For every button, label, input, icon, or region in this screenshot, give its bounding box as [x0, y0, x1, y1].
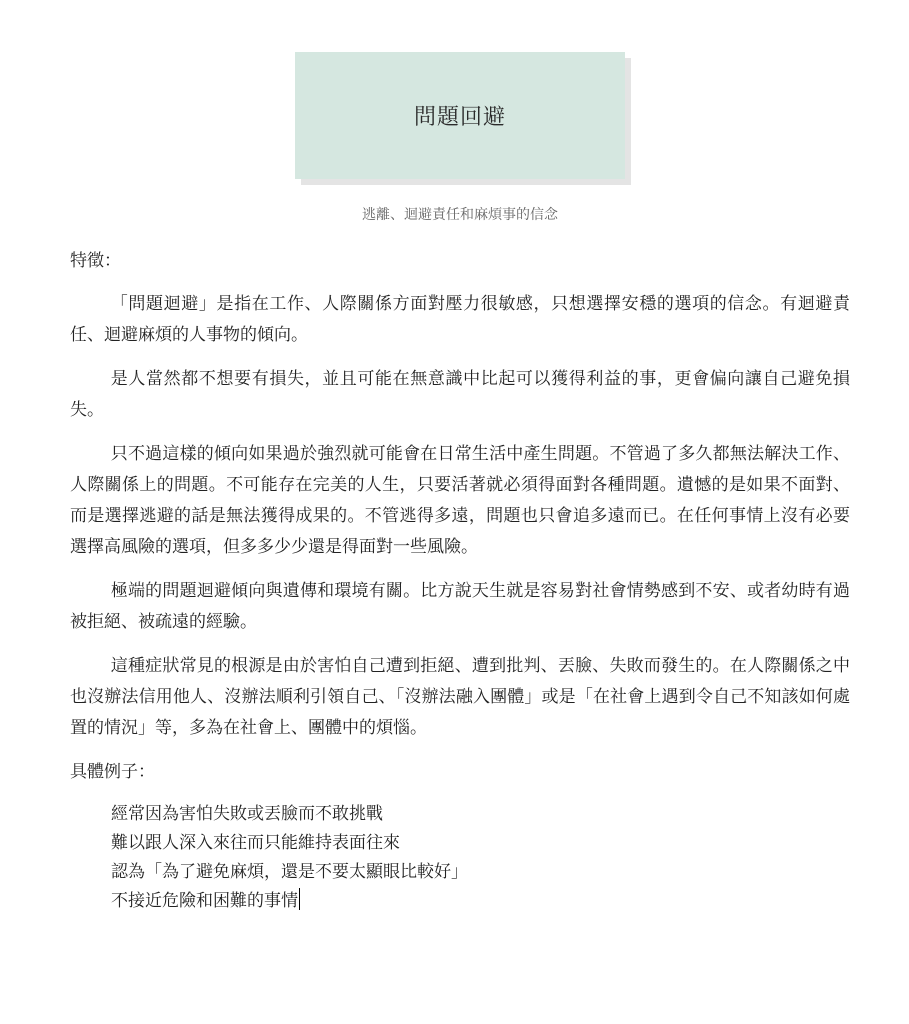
examples-list: [70, 800, 850, 916]
text-cursor: [299, 888, 300, 910]
examples-label: 具體例子：: [70, 762, 155, 782]
title-card: [295, 52, 625, 179]
page-title: 問題回避: [413, 105, 506, 130]
example-item-3: [111, 858, 850, 887]
features-label: 特徵：: [70, 251, 121, 271]
feature-paragraph-2: 是人當然都不想要有損失，並且可能在無意識中比起可以獲得利益的事，更會偏向讓自己避免損失。: [70, 369, 850, 420]
example-text: 經常因為害怕失敗或丟臉而不敢挑戰: [111, 804, 383, 824]
feature-paragraph-4: 極端的問題迴避傾向與遺傳和環境有關。比方說天生就是容易對社會情勢感到不安、或者幼時有過被拒絕、被疏遠的經驗。: [70, 581, 850, 632]
feature-paragraph-5: 這種症狀常見的根源是由於害怕自己遭到拒絕、遭到批判、丟臉、失敗而發生的。在人際關係之中也沒辦法信用他人、沒辦法順利引領自己、「沒辦法融入團體」或是「在社會上遇到令自己不知該如何處置的情況」等，多為在社會上、團體中的煩惱。: [70, 656, 850, 738]
example-text: 難以跟人深入來往而只能維持表面往來: [111, 833, 400, 853]
example-text: 認為「為了避免麻煩，還是不要太顯眼比較好」: [111, 862, 468, 882]
example-item-1: [111, 800, 850, 829]
example-item-4: [111, 887, 850, 916]
page-subtitle: 逃離、迴避責任和麻煩事的信念: [362, 207, 558, 223]
feature-paragraph-3: 只不過這樣的傾向如果過於強烈就可能會在日常生活中產生問題。不管過了多久都無法解決工作、人際關係上的問題。不可能存在完美的人生，只要活著就必須得面對各種問題。遺憾的是如果不面對、而是選擇逃避的話是無法獲得成果的。不管逃得多遠，問題也只會追多遠而已。在任何事情上沒有必要選擇高風險的選項，但多多少少還是得面對一些風險。: [70, 444, 850, 557]
example-item-2: [111, 829, 850, 858]
example-text: 不接近危險和困難的事情: [111, 891, 298, 911]
feature-paragraph-1: 「問題迴避」是指在工作、人際關係方面對壓力很敏感，只想選擇安穩的選項的信念。有迴避責任、迴避麻煩的人事物的傾向。: [70, 294, 850, 345]
document-body[interactable]: [70, 246, 850, 916]
